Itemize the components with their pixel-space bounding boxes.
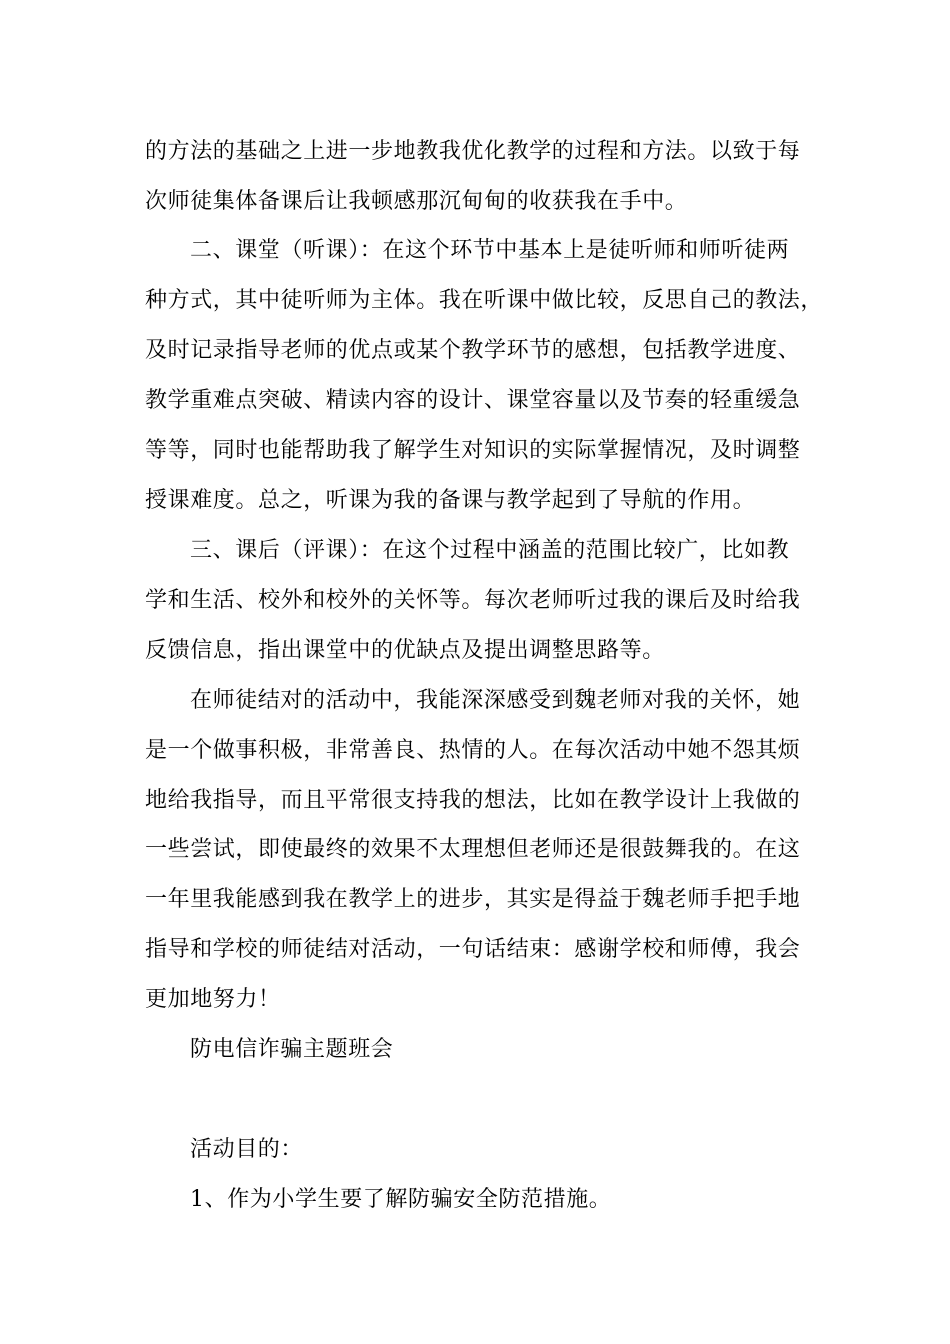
paragraph-line: 指导和学校的师徒结对活动，一句话结束：感谢学校和师傅，我会 bbox=[145, 937, 801, 962]
paragraph-line: 学和生活、校外和校外的关怀等。每次老师听过我的课后及时给我 bbox=[145, 588, 801, 613]
paragraph-line: 一年里我能感到我在教学上的进步，其实是得益于魏老师手把手地 bbox=[145, 887, 801, 912]
paragraph-line: 更加地努力！ bbox=[145, 987, 281, 1012]
section-heading: 防电信诈骗主题班会 bbox=[190, 1037, 394, 1062]
paragraph-line: 授课难度。总之，听课为我的备课与教学起到了导航的作用。 bbox=[145, 488, 756, 513]
list-item: 1、作为小学生要了解防骗安全防范措施。 bbox=[190, 1187, 612, 1212]
paragraph-line: 种方式，其中徒听师为主体。我在听课中做比较，反思自己的教法， bbox=[145, 288, 824, 313]
paragraph-line: 在师徒结对的活动中，我能深深感受到魏老师对我的关怀，她 bbox=[190, 688, 801, 713]
paragraph-line: 次师徒集体备课后让我顿感那沉甸甸的收获我在手中。 bbox=[145, 189, 688, 214]
paragraph-line: 的方法的基础之上进一步地教我优化教学的过程和方法。以致于每 bbox=[145, 139, 801, 164]
paragraph-line: 等等，同时也能帮助我了解学生对知识的实际掌握情况，及时调整 bbox=[145, 438, 801, 463]
section-label: 活动目的： bbox=[190, 1137, 304, 1162]
paragraph-line: 地给我指导，而且平常很支持我的想法，比如在教学设计上我做的 bbox=[145, 788, 801, 813]
paragraph-line: 及时记录指导老师的优点或某个教学环节的感想，包括教学进度、 bbox=[145, 338, 801, 363]
paragraph-line: 一些尝试，即使最终的效果不太理想但老师还是很鼓舞我的。在这 bbox=[145, 837, 801, 862]
paragraph-line: 是一个做事积极，非常善良、热情的人。在每次活动中她不怨其烦 bbox=[145, 738, 801, 763]
paragraph-line: 二、课堂（听课）：在这个环节中基本上是徒听师和师听徒两 bbox=[190, 238, 790, 263]
paragraph-line: 反馈信息，指出课堂中的优缺点及提出调整思路等。 bbox=[145, 638, 665, 663]
paragraph-line: 教学重难点突破、精读内容的设计、课堂容量以及节奏的轻重缓急 bbox=[145, 388, 801, 413]
paragraph-line: 三、课后（评课）：在这个过程中涵盖的范围比较广，比如教 bbox=[190, 538, 790, 563]
